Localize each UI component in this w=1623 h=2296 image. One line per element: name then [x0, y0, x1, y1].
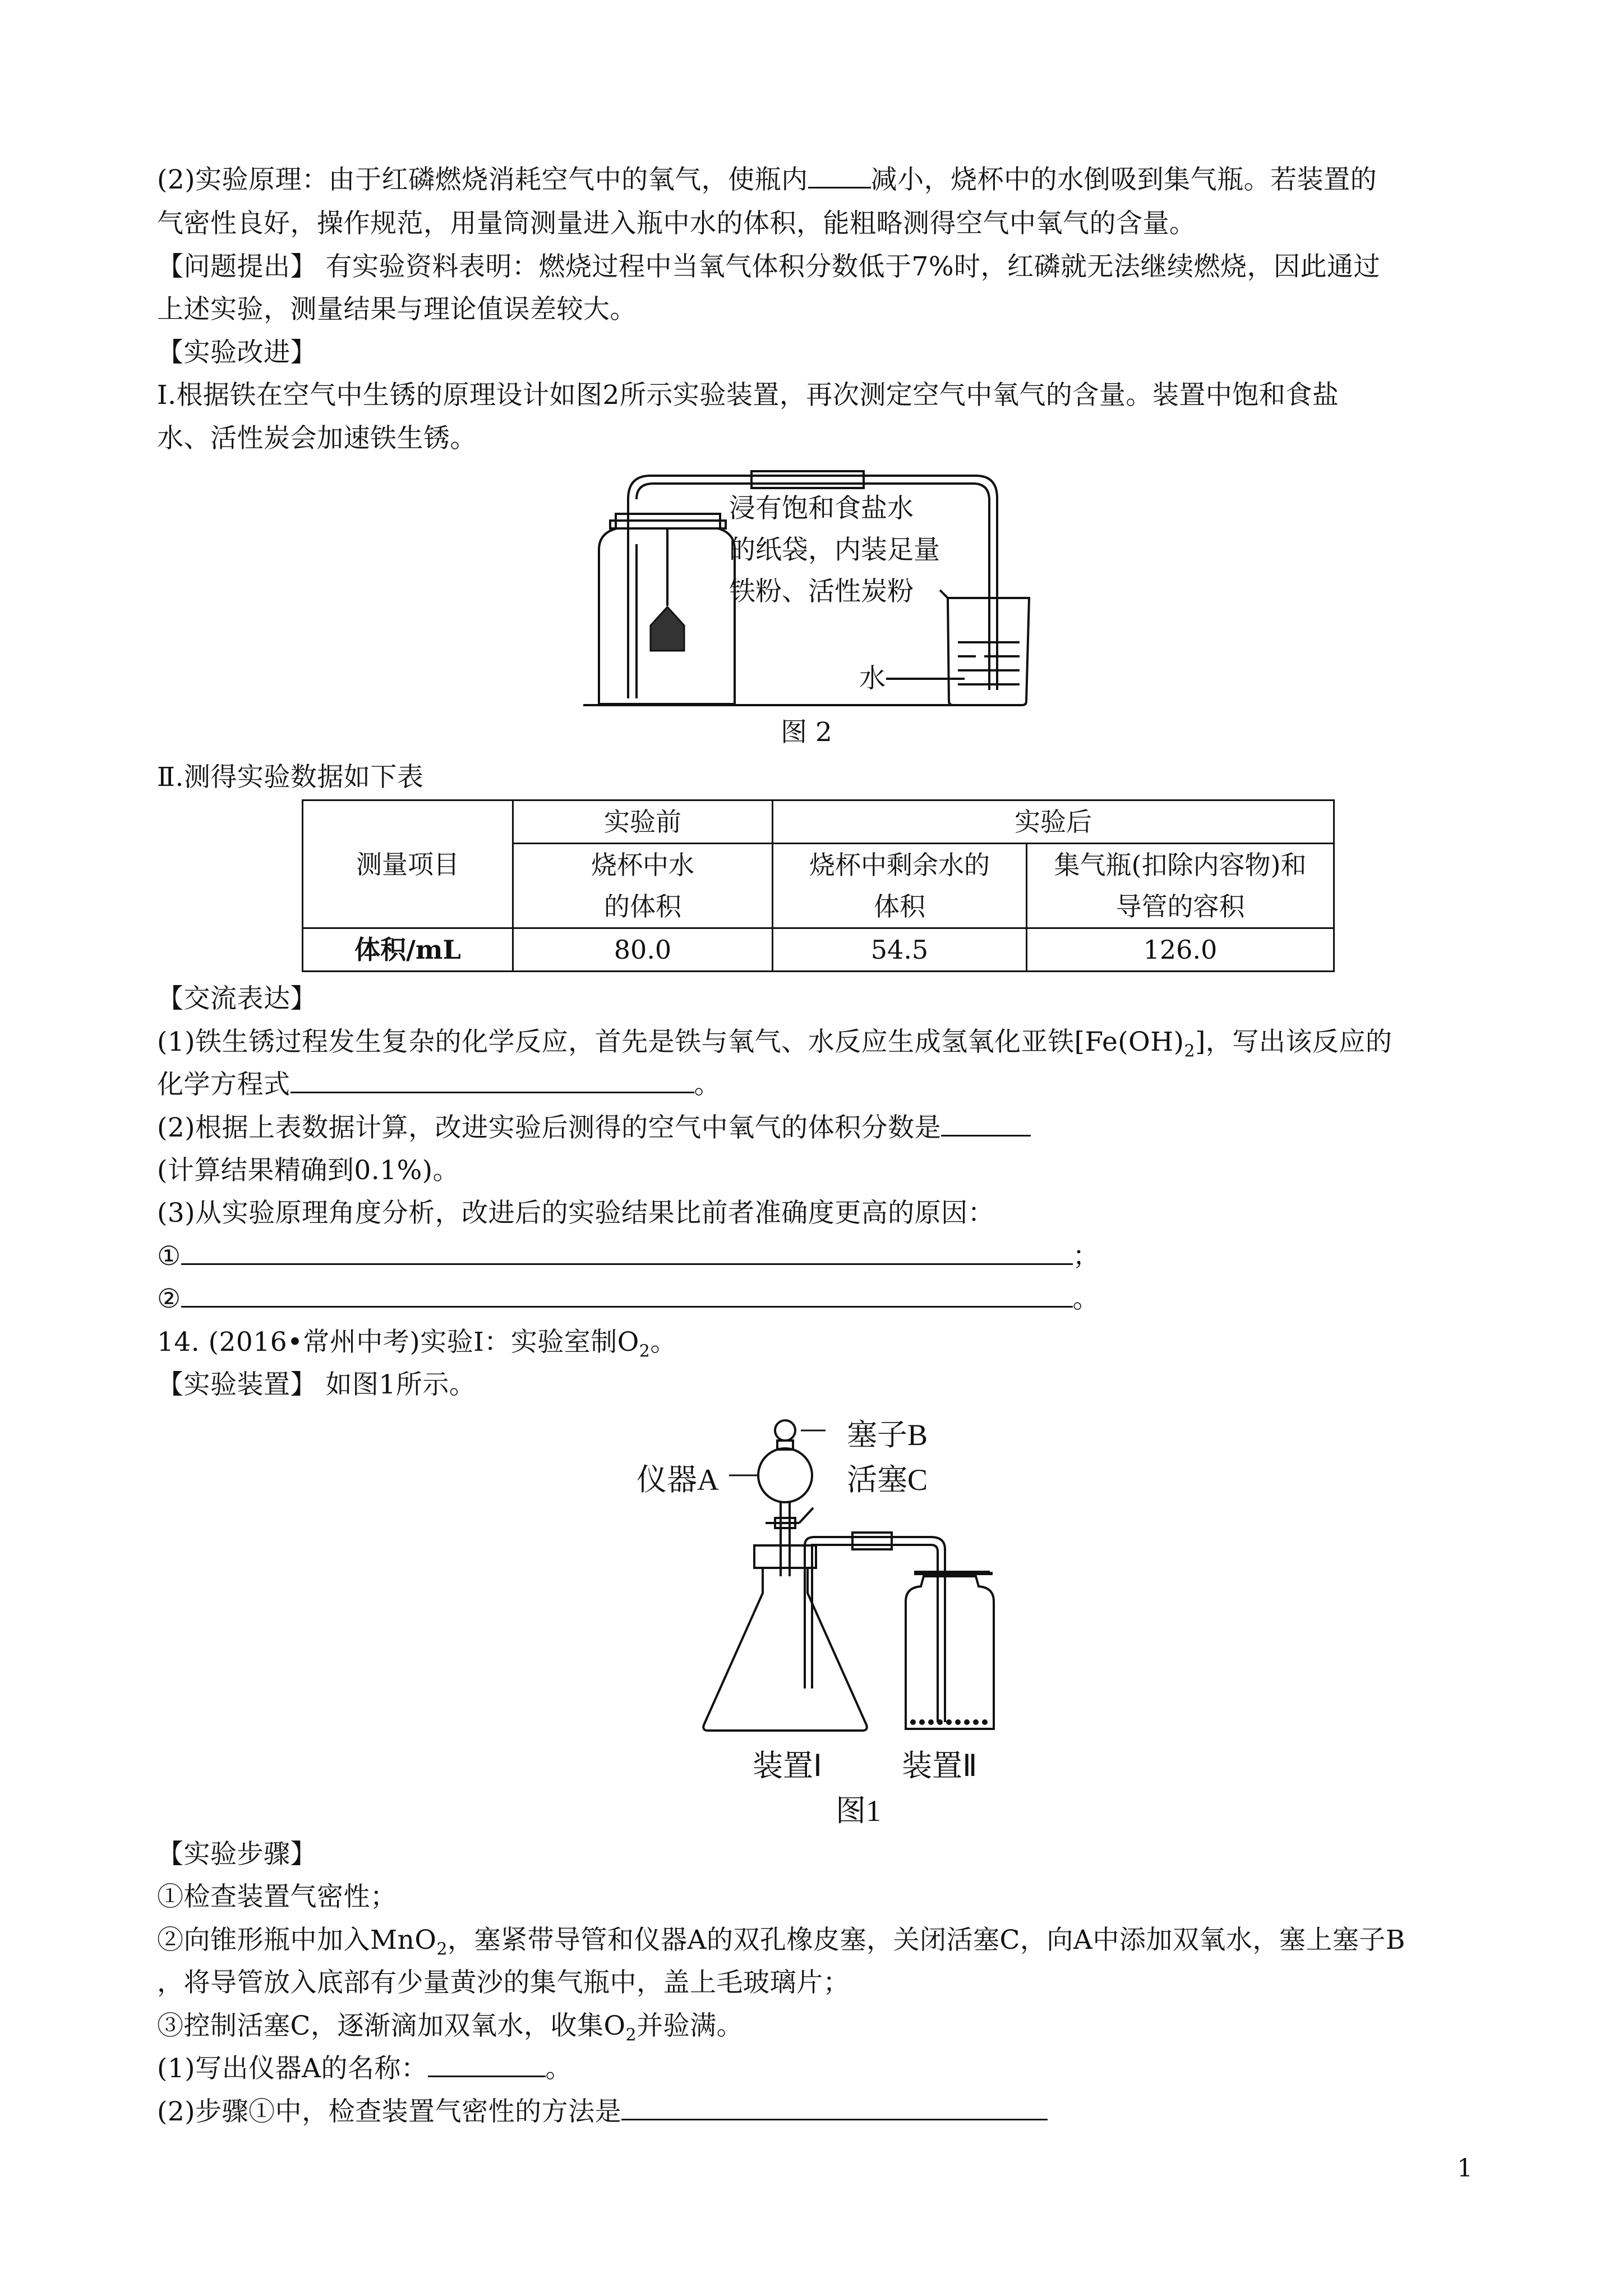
answer-blank[interactable]: [808, 164, 871, 188]
text-line: Ⅱ.测得实验数据如下表: [157, 762, 424, 793]
answer-blank[interactable]: [621, 2096, 1048, 2120]
text-line: ，将导管放入底部有少量黄沙的集气瓶中，盖上毛玻璃片；: [157, 1967, 850, 1998]
table-header-before: 实验前: [513, 800, 773, 844]
text-line: ②向锥形瓶中加入MnO$_2$，塞紧带导管和仪器A的双孔橡皮塞，关闭活塞C，向A中添加双氧水，塞上塞子B: [157, 1925, 1405, 1959]
device-2-label: 装置Ⅱ: [902, 1749, 978, 1783]
table-cell: 烧杯中剩余水的 体积: [773, 844, 1027, 928]
text-line: 气密性良好，操作规范，用量筒测量进入瓶中水的体积，能粗略测得空气中氧气的含量。: [157, 208, 1196, 239]
answer-blank[interactable]: [941, 1112, 1031, 1137]
table-row-label: 体积/mL: [303, 928, 513, 972]
text-line: (2)根据上表数据计算，改进实验后测得的空气中氧气的体积分数是: [157, 1106, 1031, 1150]
text-line: Ⅰ.根据铁在空气中生锈的原理设计如图2所示实验装置，再次测定空气中氧气的含量。装置中饱和食盐: [157, 380, 1339, 411]
table-header-item: 测量项目: [303, 800, 513, 928]
text-line: 化学方程式 。: [157, 1069, 721, 1100]
figure-2-paper-bag-label: 浸有饱和食盐水 的纸袋，内装足量 铁粉、活性炭粉: [729, 493, 940, 607]
device-1-label: 装置Ⅰ: [753, 1749, 822, 1783]
question-header: 14. (2016•常州中考)实验Ⅰ：实验室制$O_2$。: [157, 1327, 677, 1361]
table-cell: 80.0: [513, 928, 773, 972]
stopper-b-label: 塞子B: [847, 1418, 928, 1452]
text-line: ③控制活塞C，逐渐滴加双氧水，收集$O_2$并验满。: [157, 2010, 744, 2045]
valve-c-label: 活塞C: [847, 1463, 928, 1497]
figure-1-caption: 图1: [836, 1794, 881, 1828]
text-line: ① ；: [157, 1241, 1100, 1272]
answer-blank[interactable]: [181, 1283, 1073, 1308]
text-line: (3)从实验原理角度分析，改进后的实验结果比前者准确度更高的原因：: [157, 1198, 995, 1228]
table-cell: 126.0: [1027, 928, 1334, 972]
table-cell: 集气瓶(扣除内容物)和 导管的容积: [1027, 844, 1334, 928]
text-line: 【实验装置】 如图1所示。: [157, 1369, 476, 1400]
text-line: (1)写出仪器A的名称： 。: [157, 2053, 573, 2084]
text-line: (1)铁生锈过程发生复杂的化学反应，首先是铁与氧气、水反应生成氢氧化亚铁$[Fe(OH)_2]$，写出该反应的: [157, 1027, 1393, 1061]
answer-blank[interactable]: [428, 2053, 546, 2077]
text-line: (2)实验原理：由于红磷燃烧消耗空气中的氧气，使瓶内 减小，烧杯中的水倒吸到集气瓶。若装置的: [157, 164, 1377, 195]
figure-2-caption: 图 2: [781, 717, 832, 748]
section-heading: 【实验改进】: [157, 337, 317, 368]
table-cell: 54.5: [773, 928, 1027, 972]
answer-blank[interactable]: [291, 1069, 694, 1093]
text-line: ② 。: [157, 1283, 1100, 1314]
table-header-after: 实验后: [773, 800, 1334, 844]
text-line: 【问题提出】 有实验资料表明：燃烧过程中当氧气体积分数低于7%时，红磷就无法继续燃烧，因此通过: [157, 251, 1380, 282]
text-line: (2)步骤①中，检查装置气密性的方法是: [157, 2090, 1048, 2134]
text-line: 水、活性炭会加速铁生锈。: [157, 423, 477, 454]
answer-blank[interactable]: [181, 1241, 1073, 1265]
text-line: (计算结果精确到0.1%)。: [157, 1155, 460, 1186]
page-number: 1: [1457, 2154, 1473, 2183]
instrument-a-label: 仪器A: [637, 1463, 719, 1497]
text-line: 上述实验，测量结果与理论值误差较大。: [157, 294, 637, 325]
section-heading: 【实验步骤】: [157, 1839, 317, 1870]
section-heading: 【交流表达】: [157, 983, 317, 1014]
experiment-data-table: [302, 799, 1335, 972]
table-cell: 烧杯中水 的体积: [513, 844, 773, 928]
text-line: ①检查装置气密性；: [157, 1881, 397, 1912]
figure-2-water-label: 水: [859, 663, 886, 694]
